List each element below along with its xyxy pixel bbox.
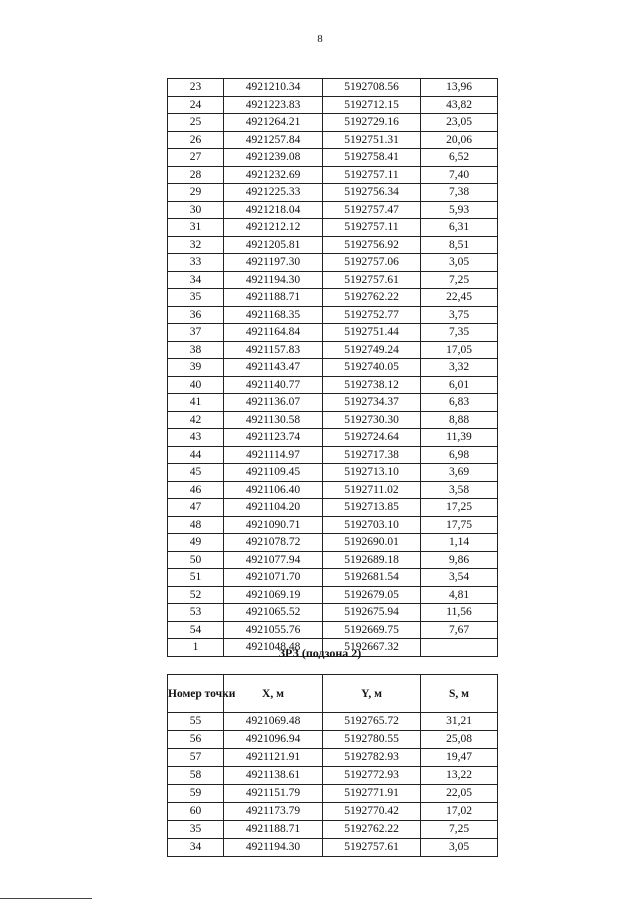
cell-x: 4921121.91: [224, 749, 323, 767]
table-row: [168, 306, 498, 324]
cell-y: 5192713.85: [323, 499, 421, 517]
cell-s: 19,47: [421, 749, 498, 767]
table-row: [168, 586, 498, 604]
cell-x: 4921218.04: [224, 201, 323, 219]
cell-x: 4921138.61: [224, 767, 323, 785]
table-row: [168, 534, 498, 552]
table-row: [168, 429, 498, 447]
cell-y: 5192689.18: [323, 551, 421, 569]
cell-point-number: 32: [168, 236, 224, 254]
cell-s: 8,51: [421, 236, 498, 254]
cell-point-number: 35: [168, 289, 224, 307]
cell-point-number: 30: [168, 201, 224, 219]
cell-y: 5192782.93: [323, 749, 421, 767]
cell-point-number: 45: [168, 464, 224, 482]
cell-point-number: 33: [168, 254, 224, 272]
cell-s: 13,96: [421, 79, 498, 97]
cell-s: 3,75: [421, 306, 498, 324]
cell-s: 4,81: [421, 586, 498, 604]
cell-point-number: 41: [168, 394, 224, 412]
table-row: [168, 341, 498, 359]
cell-x: 4921090.71: [224, 516, 323, 534]
cell-y: 5192751.44: [323, 324, 421, 342]
cell-s: 6,98: [421, 446, 498, 464]
cell-y: 5192751.31: [323, 131, 421, 149]
cell-x: 4921223.83: [224, 96, 323, 114]
cell-y: 5192771.91: [323, 785, 421, 803]
cell-x: 4921194.30: [224, 839, 323, 857]
cell-s: 43,82: [421, 96, 498, 114]
table-row: [168, 713, 498, 731]
cell-y: 5192703.10: [323, 516, 421, 534]
cell-y: 5192669.75: [323, 621, 421, 639]
cell-y: 5192770.42: [323, 803, 421, 821]
cell-x: 4921069.48: [224, 713, 323, 731]
cell-y: 5192712.15: [323, 96, 421, 114]
cell-x: 4921096.94: [224, 731, 323, 749]
cell-x: 4921136.07: [224, 394, 323, 412]
cell-x: 4921188.71: [224, 821, 323, 839]
cell-y: 5192756.34: [323, 184, 421, 202]
cell-s: 20,06: [421, 131, 498, 149]
cell-x: 4921055.76: [224, 621, 323, 639]
table-row: [168, 184, 498, 202]
cell-x: 4921078.72: [224, 534, 323, 552]
cell-s: 6,52: [421, 149, 498, 167]
cell-s: 25,08: [421, 731, 498, 749]
cell-x: 4921173.79: [224, 803, 323, 821]
cell-s: 3,69: [421, 464, 498, 482]
cell-x: 4921194.30: [224, 271, 323, 289]
cell-point-number: 47: [168, 499, 224, 517]
subzone-coordinates-table: [167, 674, 498, 857]
cell-point-number: 24: [168, 96, 224, 114]
cell-point-number: 48: [168, 516, 224, 534]
cell-y: 5192734.37: [323, 394, 421, 412]
cell-y: 5192724.64: [323, 429, 421, 447]
cell-point-number: 27: [168, 149, 224, 167]
cell-x: 4921143.47: [224, 359, 323, 377]
table-row: [168, 324, 498, 342]
table-row: [168, 131, 498, 149]
cell-point-number: 23: [168, 79, 224, 97]
cell-y: 5192757.11: [323, 219, 421, 237]
table-row: [168, 446, 498, 464]
footnote-separator: [0, 898, 92, 899]
cell-x: 4921069.19: [224, 586, 323, 604]
cell-point-number: 57: [168, 749, 224, 767]
cell-y: 5192681.54: [323, 569, 421, 587]
cell-s: 7,25: [421, 271, 498, 289]
cell-point-number: 1: [168, 639, 224, 657]
cell-point-number: 39: [168, 359, 224, 377]
cell-y: 5192780.55: [323, 731, 421, 749]
cell-y: 5192762.22: [323, 821, 421, 839]
table-row: [168, 604, 498, 622]
cell-y: 5192740.05: [323, 359, 421, 377]
cell-y: 5192752.77: [323, 306, 421, 324]
cell-x: 4921109.45: [224, 464, 323, 482]
cell-s: 7,35: [421, 324, 498, 342]
cell-point-number: 52: [168, 586, 224, 604]
cell-y: 5192757.06: [323, 254, 421, 272]
cell-y: 5192757.47: [323, 201, 421, 219]
table-row: [168, 411, 498, 429]
cell-s: 3,54: [421, 569, 498, 587]
table-row: [168, 821, 498, 839]
cell-x: 4921106.40: [224, 481, 323, 499]
table-row: [168, 149, 498, 167]
cell-x: 4921212.12: [224, 219, 323, 237]
table-row: [168, 839, 498, 857]
cell-point-number: 60: [168, 803, 224, 821]
cell-s: 11,56: [421, 604, 498, 622]
cell-point-number: 43: [168, 429, 224, 447]
cell-x: 4921197.30: [224, 254, 323, 272]
cell-s: 13,22: [421, 767, 498, 785]
cell-s: 23,05: [421, 114, 498, 132]
cell-y: 5192730.30: [323, 411, 421, 429]
header-s: S, м: [421, 675, 498, 713]
cell-y: 5192729.16: [323, 114, 421, 132]
table-row: [168, 785, 498, 803]
cell-s: 17,02: [421, 803, 498, 821]
cell-point-number: 26: [168, 131, 224, 149]
table-row: [168, 621, 498, 639]
cell-point-number: 44: [168, 446, 224, 464]
cell-s: 6,01: [421, 376, 498, 394]
cell-point-number: 59: [168, 785, 224, 803]
cell-s: 7,25: [421, 821, 498, 839]
cell-point-number: 53: [168, 604, 224, 622]
cell-y: 5192713.10: [323, 464, 421, 482]
cell-x: 4921151.79: [224, 785, 323, 803]
cell-y: 5192738.12: [323, 376, 421, 394]
table-row: [168, 166, 498, 184]
table-row: [168, 219, 498, 237]
cell-s: 3,05: [421, 254, 498, 272]
cell-x: 4921264.21: [224, 114, 323, 132]
cell-y: 5192675.94: [323, 604, 421, 622]
cell-s: 11,39: [421, 429, 498, 447]
cell-x: 4921257.84: [224, 131, 323, 149]
cell-s: 7,67: [421, 621, 498, 639]
page-number: 8: [317, 33, 323, 45]
table-row: [168, 96, 498, 114]
header-y: Y, м: [323, 675, 421, 713]
cell-point-number: 37: [168, 324, 224, 342]
cell-s: 22,05: [421, 785, 498, 803]
section-title: ЗРЗ (подзона 2): [278, 646, 362, 660]
table-row: [168, 236, 498, 254]
cell-x: 4921140.77: [224, 376, 323, 394]
table-row: [168, 481, 498, 499]
cell-y: 5192772.93: [323, 767, 421, 785]
cell-s: 1,14: [421, 534, 498, 552]
cell-x: 4921188.71: [224, 289, 323, 307]
cell-x: 4921114.97: [224, 446, 323, 464]
table-row: [168, 749, 498, 767]
cell-point-number: 51: [168, 569, 224, 587]
cell-s: 22,45: [421, 289, 498, 307]
table-row: [168, 464, 498, 482]
cell-point-number: 55: [168, 713, 224, 731]
cell-s: 9,86: [421, 551, 498, 569]
cell-y: 5192749.24: [323, 341, 421, 359]
cell-point-number: 50: [168, 551, 224, 569]
table-row: [168, 376, 498, 394]
table-row: [168, 271, 498, 289]
cell-s: 3,58: [421, 481, 498, 499]
cell-s: 7,40: [421, 166, 498, 184]
header-point-number: Номер точки: [168, 675, 224, 713]
cell-x: 4921130.58: [224, 411, 323, 429]
cell-x: 4921168.35: [224, 306, 323, 324]
cell-y: 5192708.56: [323, 79, 421, 97]
table-row: [168, 767, 498, 785]
cell-y: 5192667.32: [323, 639, 421, 657]
cell-x: 4921065.52: [224, 604, 323, 622]
table-row: [168, 731, 498, 749]
cell-x: 4921077.94: [224, 551, 323, 569]
header-x: X, м: [224, 675, 323, 713]
cell-x: 4921123.74: [224, 429, 323, 447]
cell-y: 5192762.22: [323, 289, 421, 307]
cell-s: 7,38: [421, 184, 498, 202]
cell-y: 5192757.11: [323, 166, 421, 184]
cell-y: 5192756.92: [323, 236, 421, 254]
coordinates-table-body: [168, 79, 498, 657]
table-row: [168, 394, 498, 412]
cell-point-number: 40: [168, 376, 224, 394]
cell-point-number: 25: [168, 114, 224, 132]
cell-point-number: 49: [168, 534, 224, 552]
cell-y: 5192717.38: [323, 446, 421, 464]
table-row: [168, 803, 498, 821]
table-row: [168, 499, 498, 517]
cell-point-number: 36: [168, 306, 224, 324]
cell-point-number: 54: [168, 621, 224, 639]
table-row: [168, 551, 498, 569]
cell-x: 4921157.83: [224, 341, 323, 359]
cell-point-number: 42: [168, 411, 224, 429]
cell-point-number: 31: [168, 219, 224, 237]
table-row: [168, 516, 498, 534]
cell-s: 6,31: [421, 219, 498, 237]
cell-s: 5,93: [421, 201, 498, 219]
cell-s: 6,83: [421, 394, 498, 412]
cell-point-number: 34: [168, 839, 224, 857]
cell-s: 3,05: [421, 839, 498, 857]
cell-y: 5192757.61: [323, 839, 421, 857]
cell-y: 5192758.41: [323, 149, 421, 167]
table-row: [168, 254, 498, 272]
cell-x: 4921239.08: [224, 149, 323, 167]
cell-x: 4921048.48: [224, 639, 323, 657]
cell-point-number: 56: [168, 731, 224, 749]
cell-x: 4921164.84: [224, 324, 323, 342]
table-row: [168, 79, 498, 97]
table-row: [168, 359, 498, 377]
cell-point-number: 29: [168, 184, 224, 202]
table-row: [168, 289, 498, 307]
cell-s: 3,32: [421, 359, 498, 377]
cell-s: 17,05: [421, 341, 498, 359]
cell-point-number: 46: [168, 481, 224, 499]
cell-x: 4921104.20: [224, 499, 323, 517]
cell-point-number: 34: [168, 271, 224, 289]
cell-y: 5192690.01: [323, 534, 421, 552]
cell-s: 17,75: [421, 516, 498, 534]
table-row: [168, 201, 498, 219]
cell-s: 31,21: [421, 713, 498, 731]
coordinates-table: [167, 78, 498, 657]
cell-x: 4921232.69: [224, 166, 323, 184]
cell-y: 5192711.02: [323, 481, 421, 499]
cell-s: 17,25: [421, 499, 498, 517]
table-row: [168, 114, 498, 132]
cell-x: 4921071.70: [224, 569, 323, 587]
cell-y: 5192757.61: [323, 271, 421, 289]
cell-point-number: 35: [168, 821, 224, 839]
table-row: [168, 569, 498, 587]
table-header-row: [168, 675, 498, 713]
cell-y: 5192765.72: [323, 713, 421, 731]
cell-s: 8,88: [421, 411, 498, 429]
cell-x: 4921205.81: [224, 236, 323, 254]
cell-x: 4921210.34: [224, 79, 323, 97]
cell-y: 5192679.05: [323, 586, 421, 604]
subzone-table-body: [168, 713, 498, 857]
cell-point-number: 58: [168, 767, 224, 785]
cell-x: 4921225.33: [224, 184, 323, 202]
cell-point-number: 38: [168, 341, 224, 359]
cell-point-number: 28: [168, 166, 224, 184]
